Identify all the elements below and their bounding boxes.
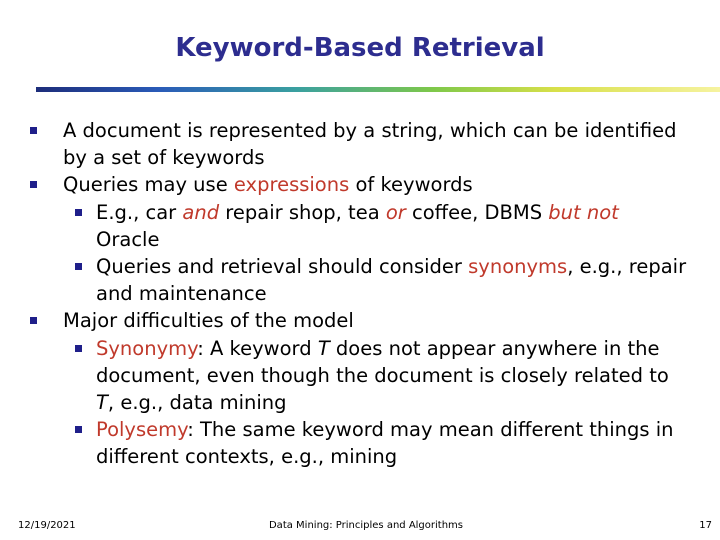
- square-bullet-icon: [75, 263, 82, 270]
- bullet-text: , e.g., repair and maintenance: [96, 255, 687, 306]
- italic-variable: T: [317, 336, 330, 360]
- bullet-list: [0, 117, 720, 471]
- bullet-item: [63, 117, 688, 171]
- highlighted-term: expressions: [233, 173, 350, 197]
- italic-variable: T: [96, 391, 108, 415]
- square-bullet-icon: [30, 317, 37, 324]
- sub-bullet-item: [96, 253, 688, 307]
- footer-date: 12/19/2021: [18, 520, 76, 531]
- bullet-text: does not appear anywhere in the document, even though the document is closely related to: [96, 336, 669, 387]
- bullet-text: : A keyword: [197, 336, 318, 360]
- bullet-text: of keywords: [349, 173, 473, 197]
- bullet-text: repair shop, tea: [219, 200, 386, 224]
- bullet-text: Queries and retrieval should consider: [96, 255, 469, 279]
- bullet-text: Major difficulties of the model: [63, 309, 354, 333]
- highlighted-term: Synonymy: [96, 336, 198, 360]
- sub-bullet-item: [96, 335, 688, 417]
- square-bullet-icon: [75, 426, 82, 433]
- title-underline: [36, 87, 720, 92]
- bullet-text: Queries may use: [63, 173, 234, 197]
- sub-bullet-item: [96, 199, 688, 253]
- highlighted-operator: or: [385, 200, 406, 224]
- bullet-text: E.g., car: [96, 200, 183, 224]
- square-bullet-icon: [75, 345, 82, 352]
- slide-title: Keyword-Based Retrieval: [175, 33, 545, 63]
- bullet-text: coffee, DBMS: [405, 200, 549, 224]
- sub-bullet-item: [96, 416, 688, 470]
- bullet-text: Oracle: [96, 227, 160, 251]
- highlighted-operator: but not: [548, 200, 619, 224]
- square-bullet-icon: [30, 181, 37, 188]
- bullet-item: [63, 171, 688, 198]
- bullet-item: [63, 307, 688, 334]
- highlighted-term: synonyms: [468, 255, 568, 279]
- highlighted-operator: and: [182, 200, 220, 224]
- bullet-text: A document is represented by a string, which can be identified by a set of keywords: [63, 119, 677, 170]
- square-bullet-icon: [30, 127, 37, 134]
- bullet-text: : The same keyword may mean different things in different contexts, e.g., mining: [96, 418, 674, 469]
- footer-title: Data Mining: Principles and Algorithms: [268, 520, 463, 531]
- highlighted-term: Polysemy: [96, 418, 188, 442]
- page-number: 17: [699, 520, 712, 531]
- square-bullet-icon: [75, 209, 82, 216]
- bullet-text: , e.g., data mining: [107, 391, 287, 415]
